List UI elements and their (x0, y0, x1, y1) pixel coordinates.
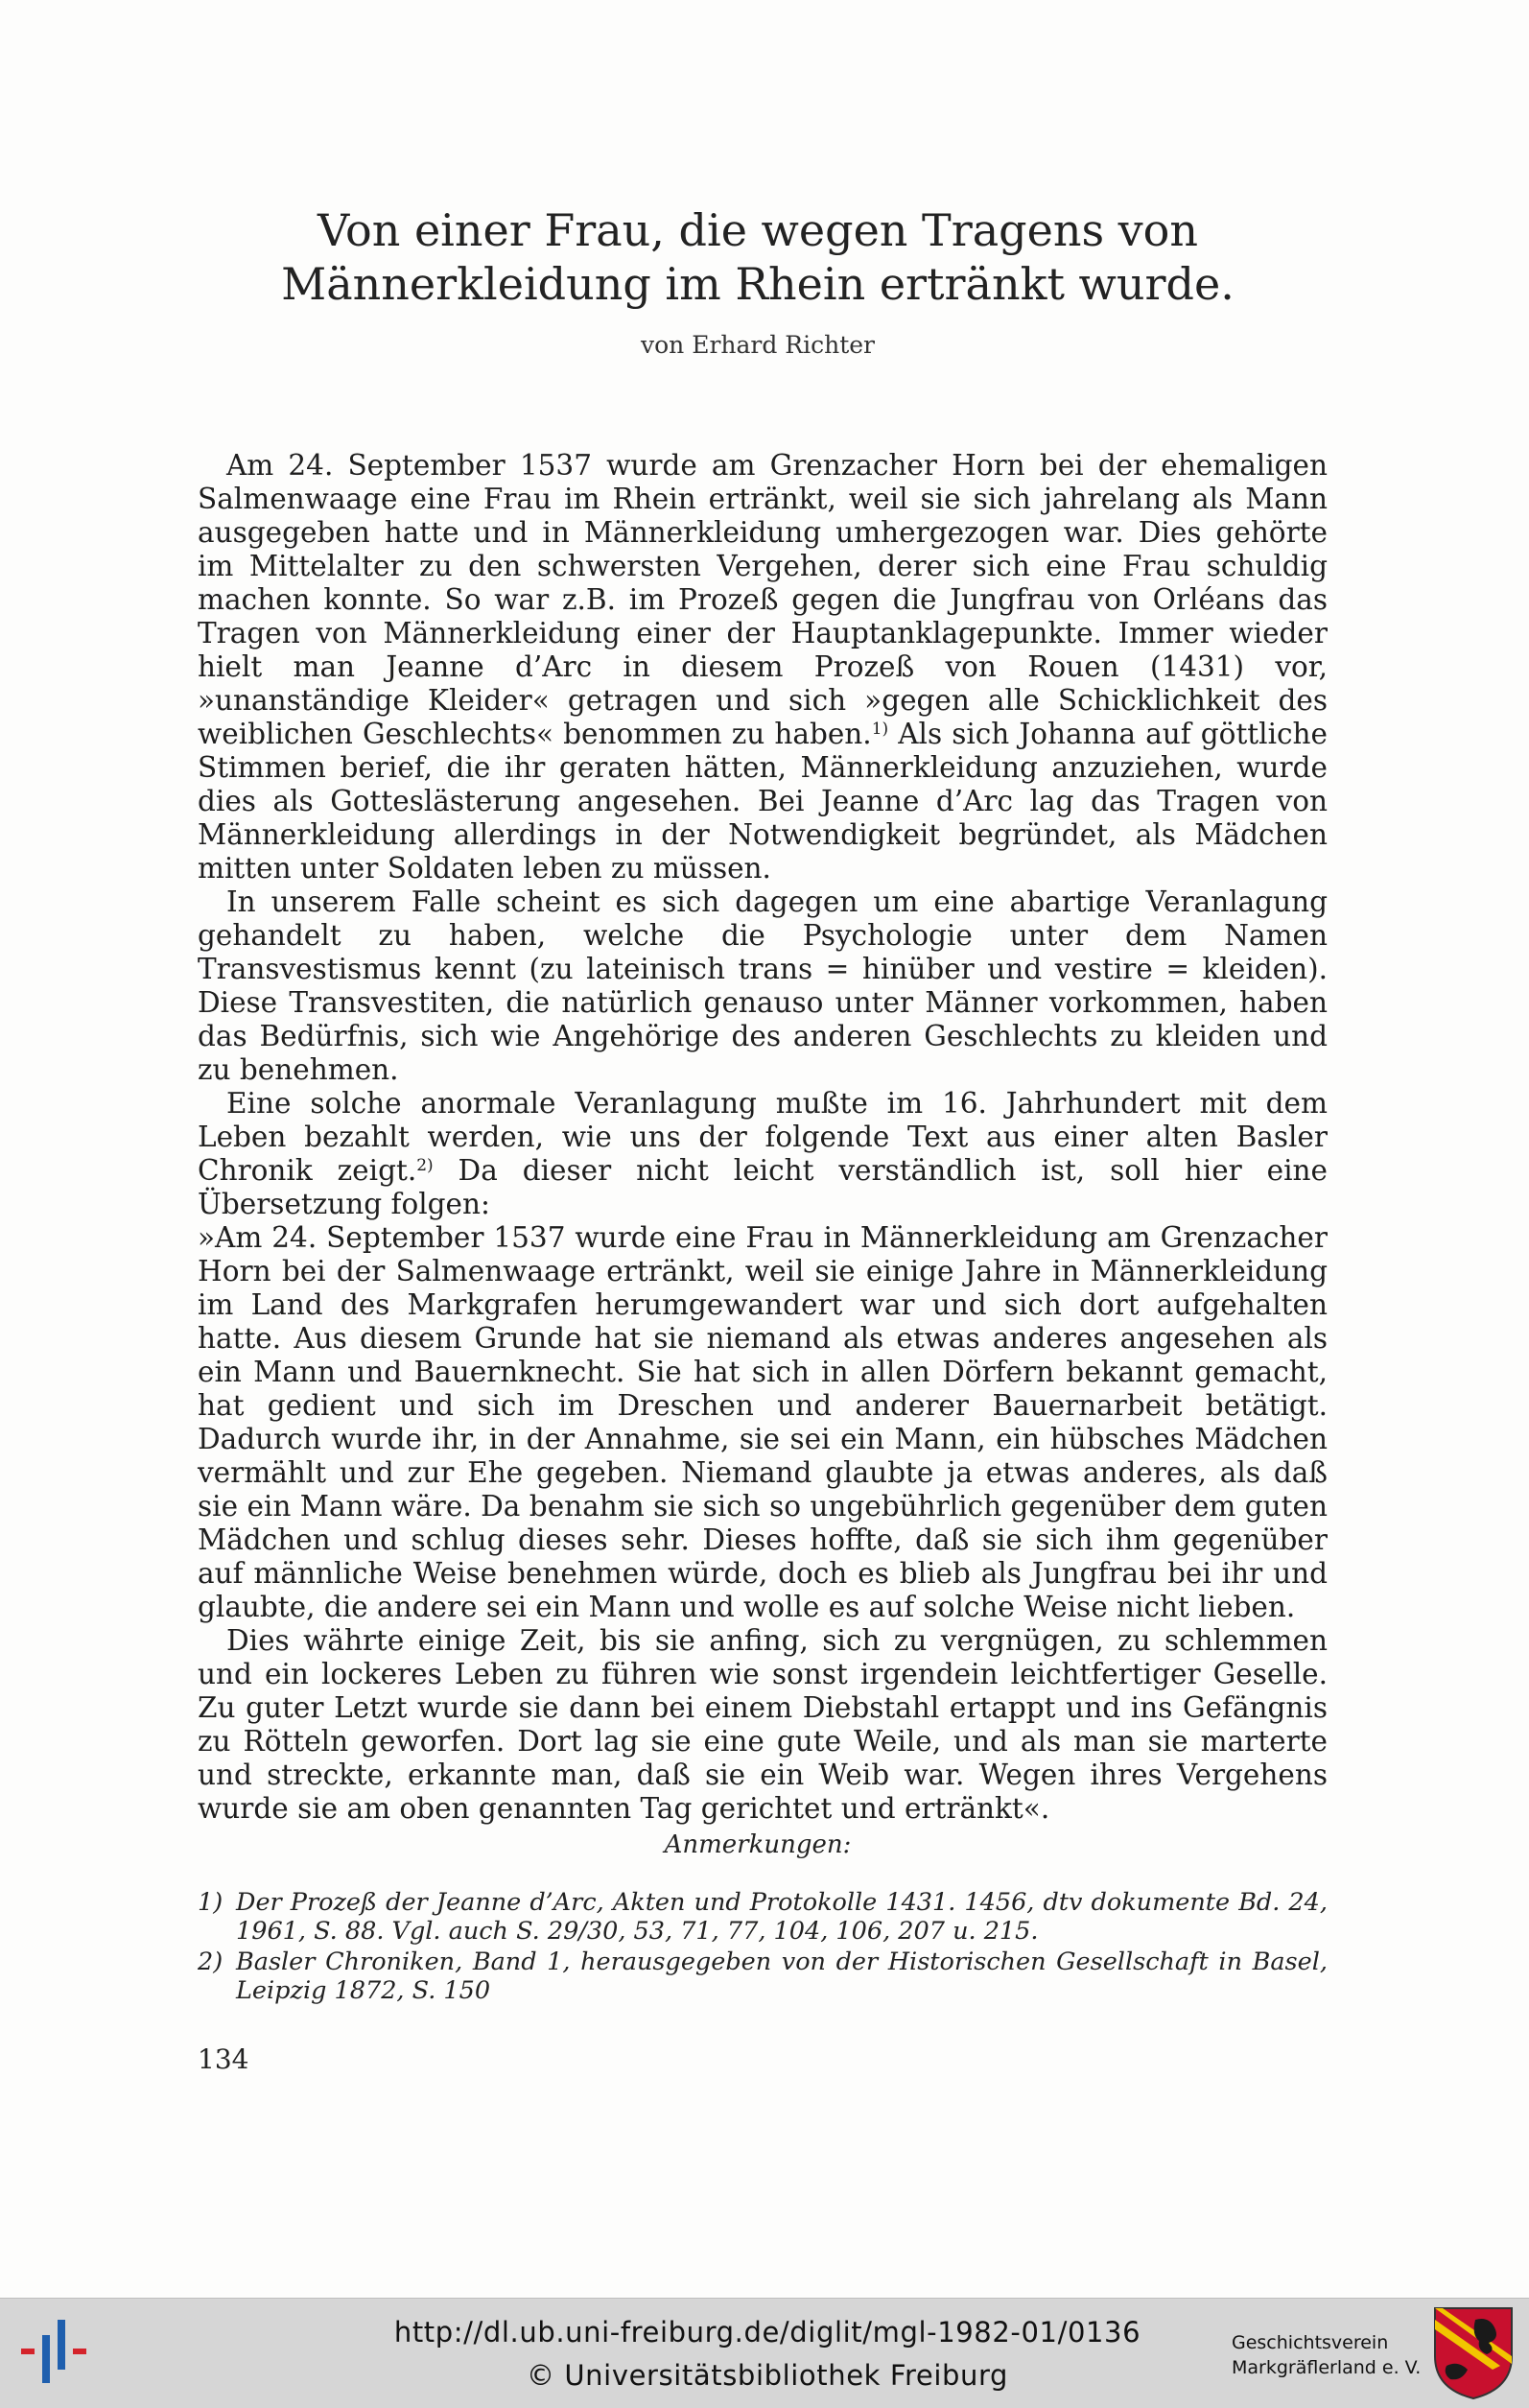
copyright-text: © Universitätsbibliothek Freiburg (526, 2359, 1009, 2392)
viewer-footer (0, 2298, 1529, 2408)
note-item (198, 1948, 1328, 2005)
footnote-ref-2: 2) (416, 1156, 434, 1175)
note-text: Basler Chroniken, Band 1, herausgegeben von der Historischen Gesellschaft in Basel, Leipzig 1872, S. 150 (236, 1948, 1328, 2005)
notes-list (198, 1888, 1328, 2007)
paragraph-5: Dies währte einige Zeit, bis sie anfing, sich zu vergnügen, zu schlemmen und ein lockeres Leben zu führen wie sonst irgendein leichtfertiger Geselle. Zu guter Letzt wurde sie dann bei einem Diebstahl ertappt und ins Gefängnis zu Rötteln geworfen. Dort lag sie eine gute Weile, und als man sie marterte und streckte, erkannte man, daß sie ein Weib war. Wegen ihres Vergehens wurde sie am oben genannten Tag gerichtet und ertränkt«. (198, 1624, 1328, 1825)
university-library-logo-icon (17, 2316, 104, 2389)
note-item (198, 1888, 1328, 1946)
paragraph-3-text-b: Da dieser nicht leicht verständlich ist, soll hier eine Übersetzung folgen: (198, 1154, 1329, 1220)
paragraph-2: In unserem Falle scheint es sich dagegen um eine abartige Veranlagung gehandelt zu haben, welche die Psychologie unter dem Namen Transvestismus kennt (zu lateinisch trans = hinüber und vestire = kleiden). Diese Transvestiten, die natürlich genauso unter Männer vorkommen, haben das Bedürfnis, sich wie Angehörige des anderen Geschlechts zu kleiden und zu benehmen. (198, 885, 1328, 1086)
source-url-link[interactable]: http://dl.ub.uni-freiburg.de/diglit/mgl-1982-01/0136 (393, 2316, 1141, 2349)
quoted-translation: »Am 24. September 1537 wurde eine Frau in Männerkleidung am Grenzacher Horn bei der Salmenwaage ertränkt, weil sie einige Jahre in Männerkleidung im Land des Markgrafen herumgewandert war und sich dort aufgehalten hatte. Aus diesem Grunde hat sie niemand als etwas anderes angesehen als ein Mann und Bauernknecht. Sie hat sich in allen Dörfern bekannt gemacht, hat gedient und sich im Dreschen und anderer Bauernarbeit betätigt. Dadurch wurde ihr, in der Annahme, sie sei ein Mann, ein hübsches Mädchen vermählt und zur Ehe gegeben. Niemand glaubte ja etwas anderes, als daß sie ein Mann wäre. Da benahm sie sich so ungebührlich gegenüber dem guten Mädchen und schlug dieses sehr. Dieses hoffte, daß sie sich ihm gegenüber auf männliche Weise benehmen würde, doch es blieb als Jungfrau bei ihr und glaubte, die andere sei ein Mann und wolle es auf solche Weise nicht lieben. (198, 1221, 1328, 1623)
paragraph-3 (198, 1087, 1328, 1221)
note-number: 1) (198, 1888, 223, 1917)
society-line-2: Markgräflerland e. V. (1232, 2357, 1422, 2378)
title-line-1: Von einer Frau, die wegen Tragens von (318, 204, 1198, 256)
paragraph-3-text-a: Eine solche anormale Veranlagung mußte im 16. Jahrhundert mit dem Leben bezahlt werden, wie uns der folgende Text aus einer alten Basler Chronik zeigt. (198, 1087, 1328, 1187)
title-line-2: Männerkleidung im Rhein ertränkt wurde. (281, 258, 1235, 310)
society-line-1: Geschichtsverein (1232, 2332, 1389, 2353)
note-text: Der Prozeß der Jeanne d’Arc, Akten und Protokolle 1431. 1456, dtv dokumente Bd. 24, 1961, S. 88. Vgl. auch S. 29/30, 53, 71, 77, 104, 106, 207 u. 215. (236, 1888, 1328, 1946)
article-author: von Erhard Richter (640, 331, 876, 359)
coat-of-arms-icon (1433, 2306, 1514, 2400)
society-name (1232, 2330, 1423, 2380)
note-number: 2) (198, 1948, 223, 1976)
article-title (230, 203, 1285, 311)
notes-heading: Anmerkungen: (664, 1830, 852, 1859)
paragraph-1-text-b: Als sich Johanna auf göttliche Stimmen berief, die ihr geraten hätten, Männerkleidung anzuziehen, wurde dies als Gotteslästerung angesehen. Bei Jeanne d’Arc lag das Tragen von Männerkleidung allerdings in der Notwendigkeit begründet, als Mädchen mitten unter Soldaten leben zu müssen. (198, 718, 1328, 885)
paragraph-1-text-a: Am 24. September 1537 wurde am Grenzacher Horn bei der ehemaligen Salmenwaage eine Frau im Rhein ertränkt, weil sie sich jahrelang als Mann ausgegeben hatte und in Männerkleidung umhergezogen war. Dies gehörte im Mittelalter zu den schwersten Vergehen, derer sich eine Frau schuldig machen konnte. So war z.B. im Prozeß gegen die Jungfrau von Orléans das Tragen von Männerkleidung einer der Hauptanklagepunkte. Immer wieder hielt man Jeanne d’Arc in diesem Prozeß von Rouen (1431) vor, »unanständige Kleider« getragen und sich »gegen alle Schicklichkeit des weiblichen Geschlechts« benommen zu haben. (198, 449, 1328, 750)
paragraph-1 (198, 449, 1328, 885)
page-number: 134 (198, 2043, 249, 2075)
footnote-ref-1: 1) (871, 720, 889, 739)
article-body (198, 449, 1328, 1826)
